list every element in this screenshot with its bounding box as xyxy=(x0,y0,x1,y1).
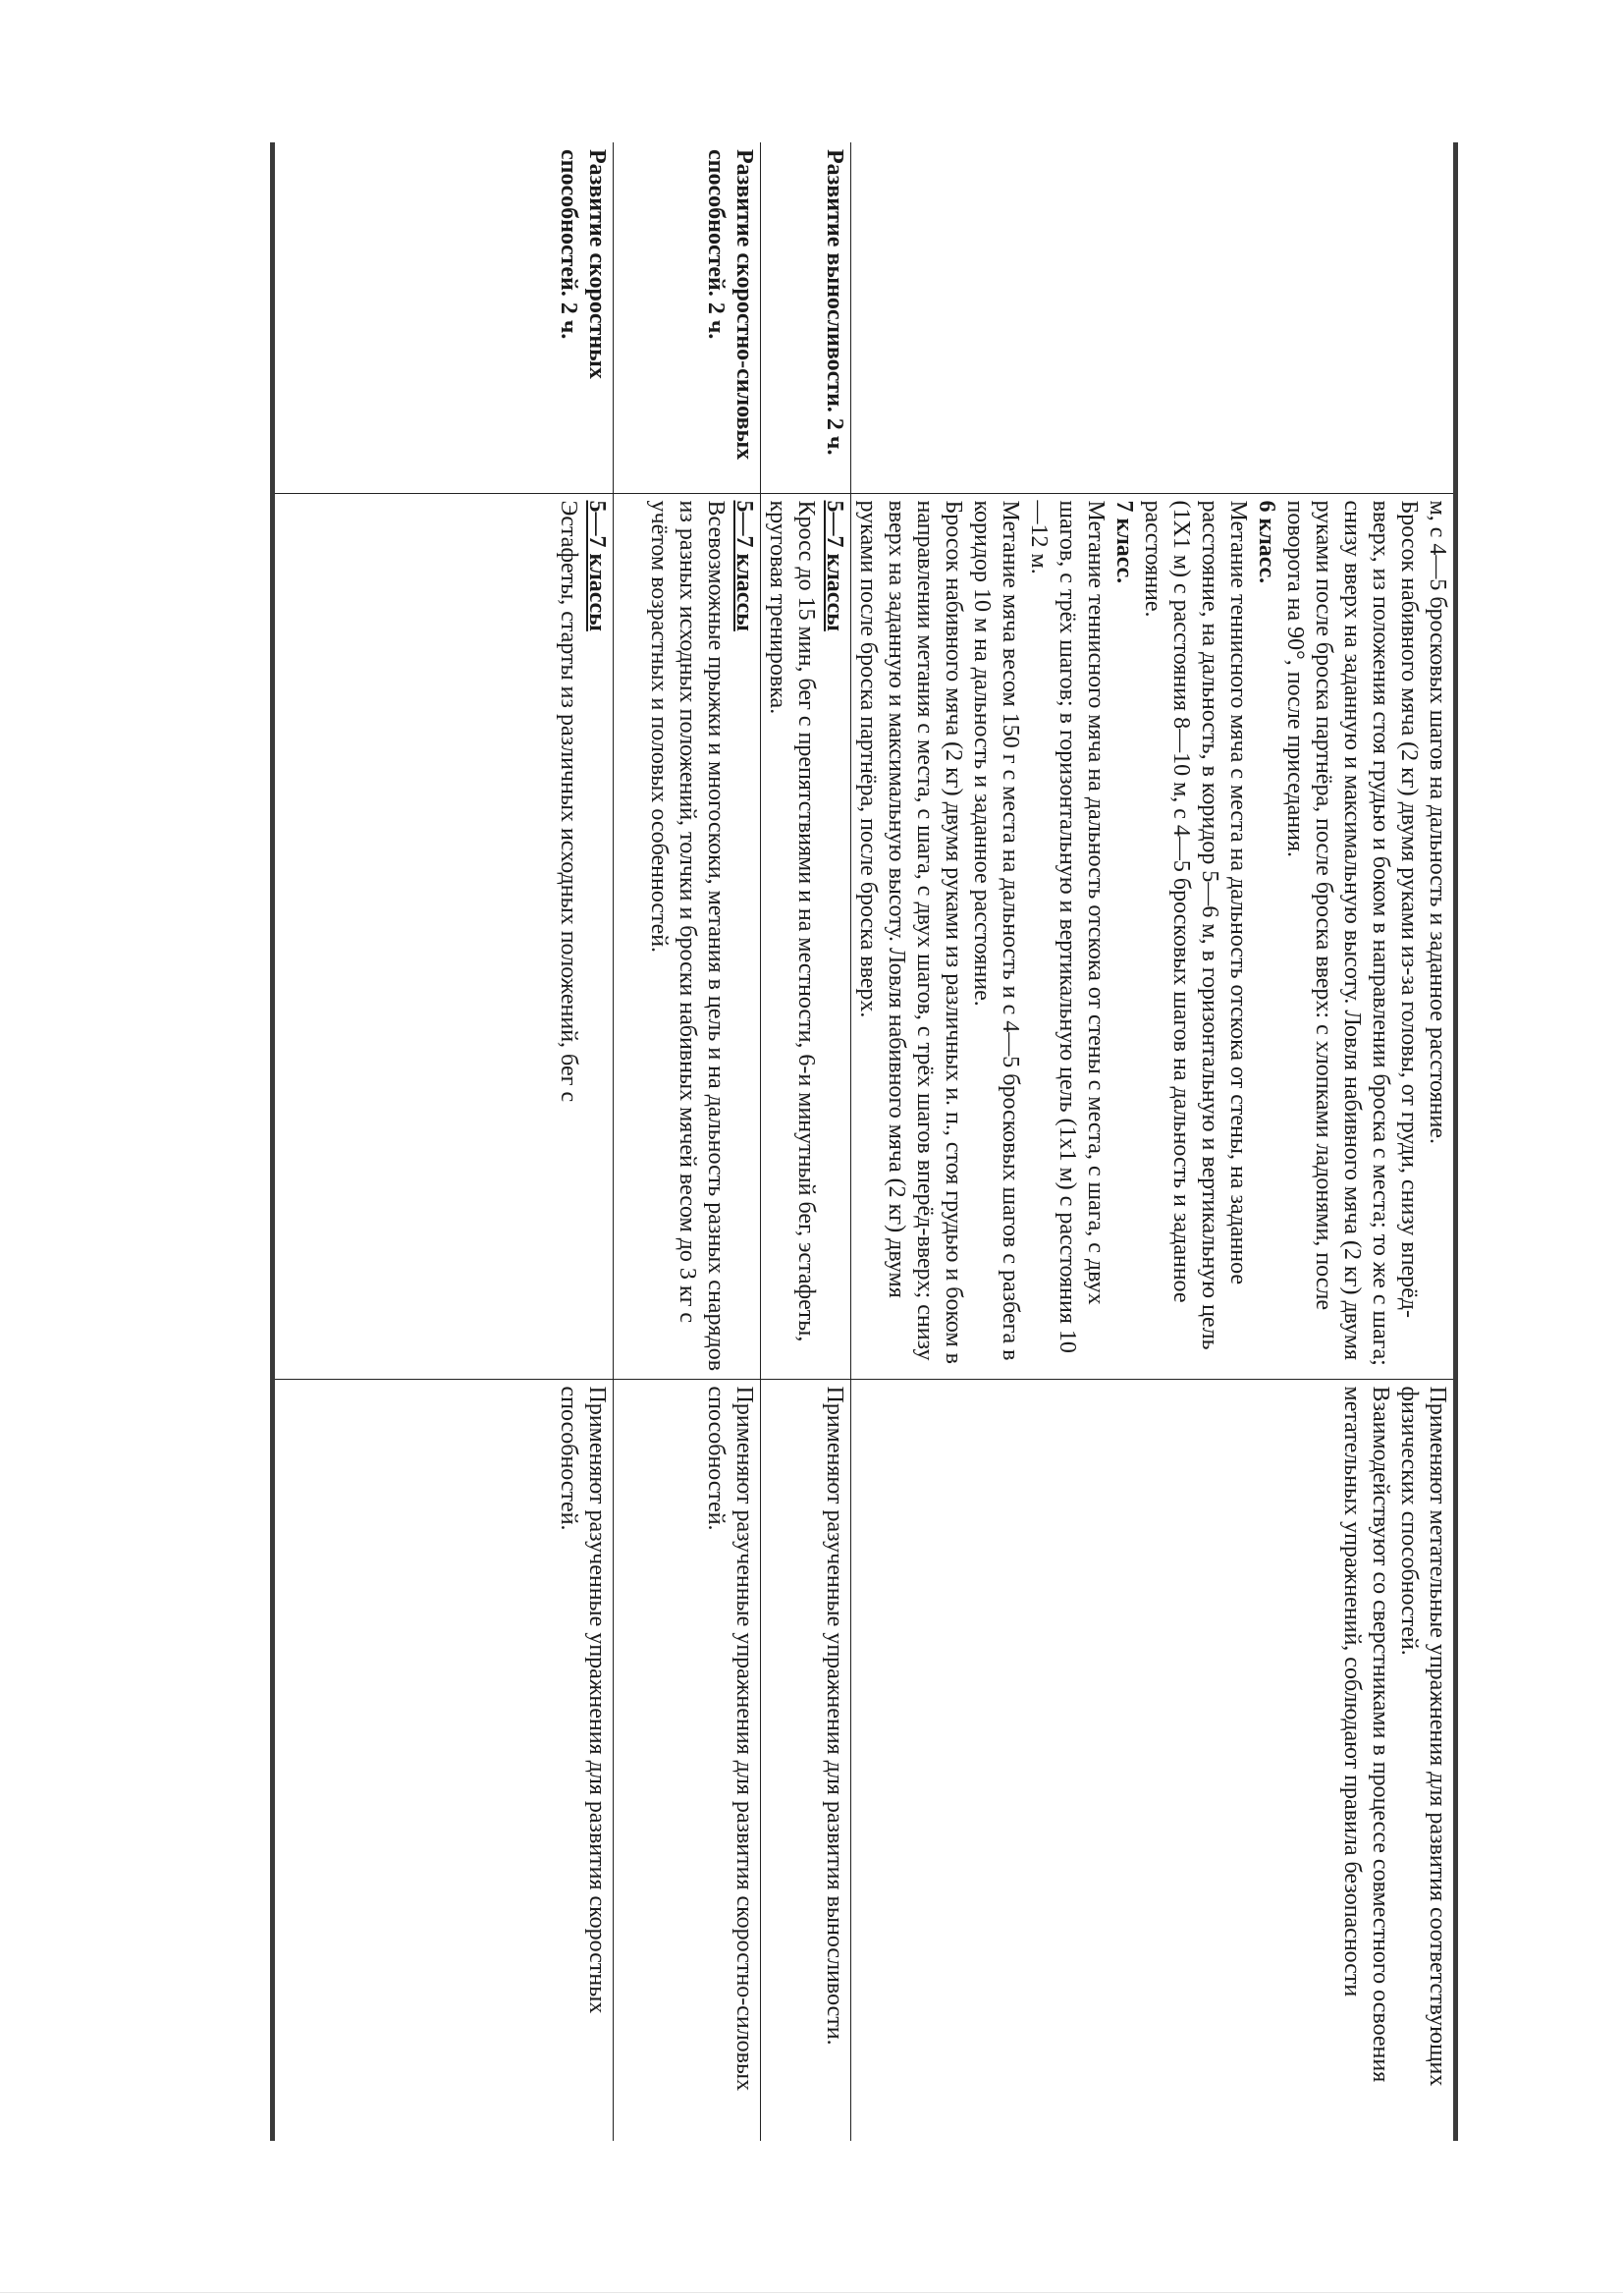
content-paragraph: м, с 4—5 бросковых шагов на дальность и заданное расстояние. xyxy=(1425,500,1450,1144)
topic-text: Развитие выносливости. 2 ч. xyxy=(822,149,847,456)
content-paragraph: Эстафеты, старты из различных исходных положений, бег с xyxy=(556,500,581,1103)
topic-text: Развитие скоростных способностей. 2 ч. xyxy=(556,149,610,379)
activity-paragraph: Применяют разученные упражнения для развития выносливости. xyxy=(822,1386,847,2046)
topic-cell xyxy=(614,142,761,493)
grade-heading: 5—7 классы xyxy=(822,500,847,631)
content-cell xyxy=(273,493,614,1379)
activity-paragraph: Применяют разученные упражнения для развития скоростных способностей. xyxy=(556,1386,610,2014)
content-cell xyxy=(851,493,1456,1379)
content-paragraph: Метание мяча весом 150 г с места на дальность и с 4—5 бросковых шагов с разбега в коридор 10 м на дальность и заданное расстояние. xyxy=(969,500,1023,1361)
content-paragraph: Всевозможные прыжки и многоскоки, метания в цель и на дальность разных снарядов из разных исходных положений, толчки и броски набивных мячей весом до 3 кг с учётом возрастных и половых особенностей. xyxy=(646,500,729,1372)
grade-heading: 5—7 классы xyxy=(731,500,757,631)
curriculum-table xyxy=(270,142,1458,2141)
content-paragraph: Бросок набивного мяча (2 кг) двумя руками из различных и. п., стоя грудью и боком в направлении метания с места, с шага, с двух шагов, с трёх шагов вперёд-вверх; снизу вверх на заданную и максимальную высоту. Ловля набивного мяча (2 кг) двумя руками после броска партнёра, после броска вверх. xyxy=(855,500,966,1364)
table-row xyxy=(273,142,614,2141)
grade-heading: 5—7 классы xyxy=(584,500,610,631)
topic-text: Развитие скоростно-силовых способностей. 2 ч. xyxy=(703,149,757,461)
scan-edge-line xyxy=(0,2292,1623,2293)
content-paragraph: Бросок набивного мяча (2 кг) двумя руками из-за головы, от груди, снизу вперёд-вверх, из положения стоя грудью и боком в направлении броска с места; то же с шага; снизу вверх на заданную и максимальную высоту. Ловля набивного мяча (2 кг) двумя руками после броска партнёра, после броска вверх: с хлопками ладонями, после поворота на 90°, после приседания. xyxy=(1282,500,1422,1366)
activity-paragraph: Взаимодействуют со сверстниками в процессе совместного освоения метательных упражнений, соблюдают правила безопасности xyxy=(1339,1386,1393,2083)
rotated-page xyxy=(270,142,1458,2141)
activity-cell xyxy=(851,1379,1456,2141)
grade-heading: 7 класс. xyxy=(1111,500,1137,584)
content-cell xyxy=(761,493,851,1379)
activity-paragraph: Применяют разученные упражнения для развития скоростно-силовых способностей. xyxy=(703,1386,757,2092)
table-row xyxy=(851,142,1456,2141)
grade-heading: 6 класс. xyxy=(1254,500,1279,584)
table-row xyxy=(761,142,851,2141)
content-paragraph: Кросс до 15 мин, бег с препятствиями и на местности, 6-и минутный бег, эстафеты, круговая тренировка. xyxy=(765,500,819,1342)
topic-cell xyxy=(273,142,614,493)
content-paragraph: Метание теннисного мяча с места на дальность отскока от стены, на заданное расстояние, на дальность, в коридор 5—6 м, в горизонтальную и вертикальную цель (1X1 м) с расстояния 8—10 м, с 4—5 бросковых шагов на дальность и заданное расстояние. xyxy=(1140,500,1251,1350)
table-row xyxy=(614,142,761,2141)
activity-cell xyxy=(761,1379,851,2141)
activity-cell xyxy=(273,1379,614,2141)
activity-paragraph: Применяют метательные упражнения для развития соответствующих физических способностей. xyxy=(1396,1386,1450,2087)
content-cell xyxy=(614,493,761,1379)
topic-cell xyxy=(761,142,851,493)
content-paragraph: Метание теннисного мяча на дальность отскока от стены с места, с шага, с двух шагов, с трёх шагов; в горизонтальную и вертикальную цель (1x1 м) с расстояния 10—12 м. xyxy=(1026,500,1109,1353)
topic-cell xyxy=(851,142,1456,493)
activity-cell xyxy=(614,1379,761,2141)
